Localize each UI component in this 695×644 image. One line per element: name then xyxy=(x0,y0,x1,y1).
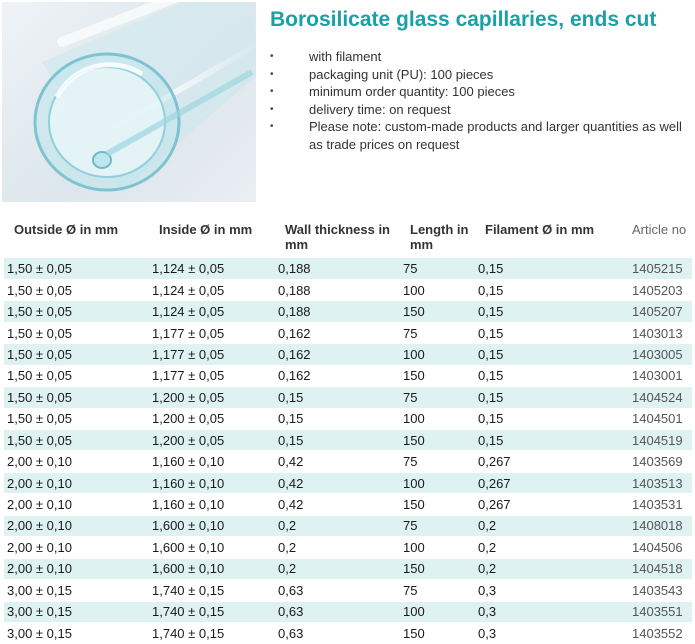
filament-diameter-cell: 0,2 xyxy=(475,537,618,558)
article-no-cell: 1408018 xyxy=(618,515,692,536)
filament-diameter-cell: 0,267 xyxy=(475,451,618,472)
table-row xyxy=(4,515,692,536)
inside-diameter-cell: 1,177 ± 0,05 xyxy=(149,365,275,386)
outside-diameter-cell: 2,00 ± 0,10 xyxy=(4,451,149,472)
article-no-cell: 1404501 xyxy=(618,408,692,429)
inside-diameter-cell: 1,160 ± 0,10 xyxy=(149,494,275,515)
article-no-cell: 1404518 xyxy=(618,558,692,579)
length-cell: 150 xyxy=(400,365,475,386)
inside-diameter-cell: 1,740 ± 0,15 xyxy=(149,580,275,601)
filament-diameter-cell: 0,2 xyxy=(475,558,618,579)
wall-thickness-cell: 0,188 xyxy=(275,258,400,279)
table-row xyxy=(4,344,692,365)
length-cell: 150 xyxy=(400,558,475,579)
feature-text: packaging unit (PU): 100 pieces xyxy=(309,66,494,82)
length-cell: 75 xyxy=(400,515,475,536)
outside-diameter-cell: 1,50 ± 0,05 xyxy=(4,365,149,386)
inside-diameter-cell: 1,200 ± 0,05 xyxy=(149,387,275,408)
inside-diameter-cell: 1,740 ± 0,15 xyxy=(149,622,275,643)
header-filament-diameter: Filament Ø in mm xyxy=(485,222,595,237)
filament-diameter-cell: 0,15 xyxy=(475,322,618,343)
feature-text: delivery time: on request xyxy=(309,101,451,117)
filament-diameter-cell: 0,2 xyxy=(475,515,618,536)
outside-diameter-cell: 1,50 ± 0,05 xyxy=(4,408,149,429)
length-cell: 75 xyxy=(400,580,475,601)
length-cell: 150 xyxy=(400,494,475,515)
article-no-cell: 1404506 xyxy=(618,537,692,558)
outside-diameter-cell: 2,00 ± 0,10 xyxy=(4,515,149,536)
length-cell: 150 xyxy=(400,430,475,451)
feature-item xyxy=(266,118,686,153)
inside-diameter-cell: 1,600 ± 0,10 xyxy=(149,558,275,579)
feature-text: Please note: custom-made products and larger quantities as well as trade prices on request xyxy=(309,119,682,152)
outside-diameter-cell: 1,50 ± 0,05 xyxy=(4,430,149,451)
filament-diameter-cell: 0,3 xyxy=(475,622,618,643)
feature-list xyxy=(266,48,686,153)
feature-item xyxy=(266,48,686,66)
length-cell: 100 xyxy=(400,344,475,365)
article-no-cell: 1403513 xyxy=(618,472,692,493)
length-cell: 75 xyxy=(400,451,475,472)
outside-diameter-cell: 3,00 ± 0,15 xyxy=(4,580,149,601)
wall-thickness-cell: 0,42 xyxy=(275,451,400,472)
outside-diameter-cell: 2,00 ± 0,10 xyxy=(4,537,149,558)
wall-thickness-cell: 0,162 xyxy=(275,365,400,386)
inside-diameter-cell: 1,124 ± 0,05 xyxy=(149,258,275,279)
article-no-cell: 1403552 xyxy=(618,622,692,643)
spec-table xyxy=(4,220,692,644)
wall-thickness-cell: 0,162 xyxy=(275,344,400,365)
wall-thickness-cell: 0,63 xyxy=(275,622,400,643)
inside-diameter-cell: 1,124 ± 0,05 xyxy=(149,301,275,322)
length-cell: 100 xyxy=(400,601,475,622)
bullet-icon: • xyxy=(270,103,274,115)
article-no-cell: 1405203 xyxy=(618,279,692,300)
bullet-icon: • xyxy=(270,51,274,62)
filament-diameter-cell: 0,3 xyxy=(475,601,618,622)
wall-thickness-cell: 0,15 xyxy=(275,430,400,451)
length-cell: 100 xyxy=(400,537,475,558)
table-row xyxy=(4,494,692,515)
feature-item xyxy=(266,66,686,84)
table-row xyxy=(4,472,692,493)
inside-diameter-cell: 1,740 ± 0,15 xyxy=(149,601,275,622)
wall-thickness-cell: 0,2 xyxy=(275,537,400,558)
filament-diameter-cell: 0,267 xyxy=(475,494,618,515)
filament-diameter-cell: 0,15 xyxy=(475,279,618,300)
inside-diameter-cell: 1,600 ± 0,10 xyxy=(149,537,275,558)
length-cell: 150 xyxy=(400,301,475,322)
feature-item xyxy=(266,83,686,101)
wall-thickness-cell: 0,2 xyxy=(275,558,400,579)
table-row xyxy=(4,408,692,429)
article-no-cell: 1403001 xyxy=(618,365,692,386)
length-cell: 100 xyxy=(400,472,475,493)
wall-thickness-cell: 0,63 xyxy=(275,601,400,622)
outside-diameter-cell: 1,50 ± 0,05 xyxy=(4,301,149,322)
length-cell: 100 xyxy=(400,279,475,300)
length-cell: 75 xyxy=(400,387,475,408)
bullet-icon: • xyxy=(270,68,274,80)
filament-diameter-cell: 0,15 xyxy=(475,344,618,365)
table-row xyxy=(4,537,692,558)
outside-diameter-cell: 1,50 ± 0,05 xyxy=(4,387,149,408)
table-row xyxy=(4,580,692,601)
inside-diameter-cell: 1,177 ± 0,05 xyxy=(149,344,275,365)
header-length: Length in mm xyxy=(410,222,469,252)
article-no-cell: 1405215 xyxy=(618,258,692,279)
length-cell: 100 xyxy=(400,408,475,429)
filament-diameter-cell: 0,3 xyxy=(475,580,618,601)
feature-text: minimum order quantity: 100 pieces xyxy=(309,84,515,99)
inside-diameter-cell: 1,124 ± 0,05 xyxy=(149,279,275,300)
feature-text: with filament xyxy=(309,49,382,64)
filament-diameter-cell: 0,15 xyxy=(475,258,618,279)
outside-diameter-cell: 1,50 ± 0,05 xyxy=(4,344,149,365)
header-article-no: Article no xyxy=(632,222,687,237)
wall-thickness-cell: 0,188 xyxy=(275,301,400,322)
length-cell: 75 xyxy=(400,258,475,279)
outside-diameter-cell: 3,00 ± 0,15 xyxy=(4,601,149,622)
article-no-cell: 1403569 xyxy=(618,451,692,472)
wall-thickness-cell: 0,15 xyxy=(275,408,400,429)
inside-diameter-cell: 1,600 ± 0,10 xyxy=(149,515,275,536)
wall-thickness-cell: 0,42 xyxy=(275,472,400,493)
bullet-icon: • xyxy=(270,121,274,132)
article-no-cell: 1403531 xyxy=(618,494,692,515)
header-outside-diameter: Outside Ø in mm xyxy=(14,222,119,237)
table-row xyxy=(4,279,692,300)
article-no-cell: 1403551 xyxy=(618,601,692,622)
inside-diameter-cell: 1,200 ± 0,05 xyxy=(149,408,275,429)
inside-diameter-cell: 1,160 ± 0,10 xyxy=(149,472,275,493)
table-row xyxy=(4,451,692,472)
wall-thickness-cell: 0,42 xyxy=(275,494,400,515)
article-no-cell: 1403013 xyxy=(618,322,692,343)
wall-thickness-cell: 0,2 xyxy=(275,515,400,536)
outside-diameter-cell: 2,00 ± 0,10 xyxy=(4,494,149,515)
filament-diameter-cell: 0,267 xyxy=(475,472,618,493)
table-row xyxy=(4,387,692,408)
table-row xyxy=(4,430,692,451)
wall-thickness-cell: 0,188 xyxy=(275,279,400,300)
table-row xyxy=(4,322,692,343)
wall-thickness-cell: 0,63 xyxy=(275,580,400,601)
table-header-row xyxy=(4,220,692,258)
filament-diameter-cell: 0,15 xyxy=(475,301,618,322)
article-no-cell: 1404519 xyxy=(618,430,692,451)
article-no-cell: 1403543 xyxy=(618,580,692,601)
article-no-cell: 1405207 xyxy=(618,301,692,322)
outside-diameter-cell: 2,00 ± 0,10 xyxy=(4,558,149,579)
filament-diameter-cell: 0,15 xyxy=(475,408,618,429)
table-row xyxy=(4,622,692,643)
bullet-icon: • xyxy=(270,86,274,97)
outside-diameter-cell: 1,50 ± 0,05 xyxy=(4,322,149,343)
wall-thickness-cell: 0,15 xyxy=(275,387,400,408)
inside-diameter-cell: 1,160 ± 0,10 xyxy=(149,451,275,472)
outside-diameter-cell: 3,00 ± 0,15 xyxy=(4,622,149,643)
wall-thickness-cell: 0,162 xyxy=(275,322,400,343)
filament-diameter-cell: 0,15 xyxy=(475,430,618,451)
outside-diameter-cell: 2,00 ± 0,10 xyxy=(4,472,149,493)
outside-diameter-cell: 1,50 ± 0,05 xyxy=(4,258,149,279)
header-wall-thickness: Wall thickness in mm xyxy=(285,222,390,252)
table-row xyxy=(4,558,692,579)
table-row xyxy=(4,258,692,279)
feature-item xyxy=(266,101,686,119)
outside-diameter-cell: 1,50 ± 0,05 xyxy=(4,279,149,300)
filament-diameter-cell: 0,15 xyxy=(475,365,618,386)
length-cell: 150 xyxy=(400,622,475,643)
glass-capillary-image xyxy=(2,2,256,202)
inside-diameter-cell: 1,177 ± 0,05 xyxy=(149,322,275,343)
inside-diameter-cell: 1,200 ± 0,05 xyxy=(149,430,275,451)
header-inside-diameter: Inside Ø in mm xyxy=(159,222,253,237)
table-row xyxy=(4,601,692,622)
length-cell: 75 xyxy=(400,322,475,343)
article-no-cell: 1403005 xyxy=(618,344,692,365)
table-row xyxy=(4,301,692,322)
article-no-cell: 1404524 xyxy=(618,387,692,408)
table-row xyxy=(4,365,692,386)
filament-diameter-cell: 0,15 xyxy=(475,387,618,408)
product-title: Borosilicate glass capillaries, ends cut xyxy=(270,8,657,31)
